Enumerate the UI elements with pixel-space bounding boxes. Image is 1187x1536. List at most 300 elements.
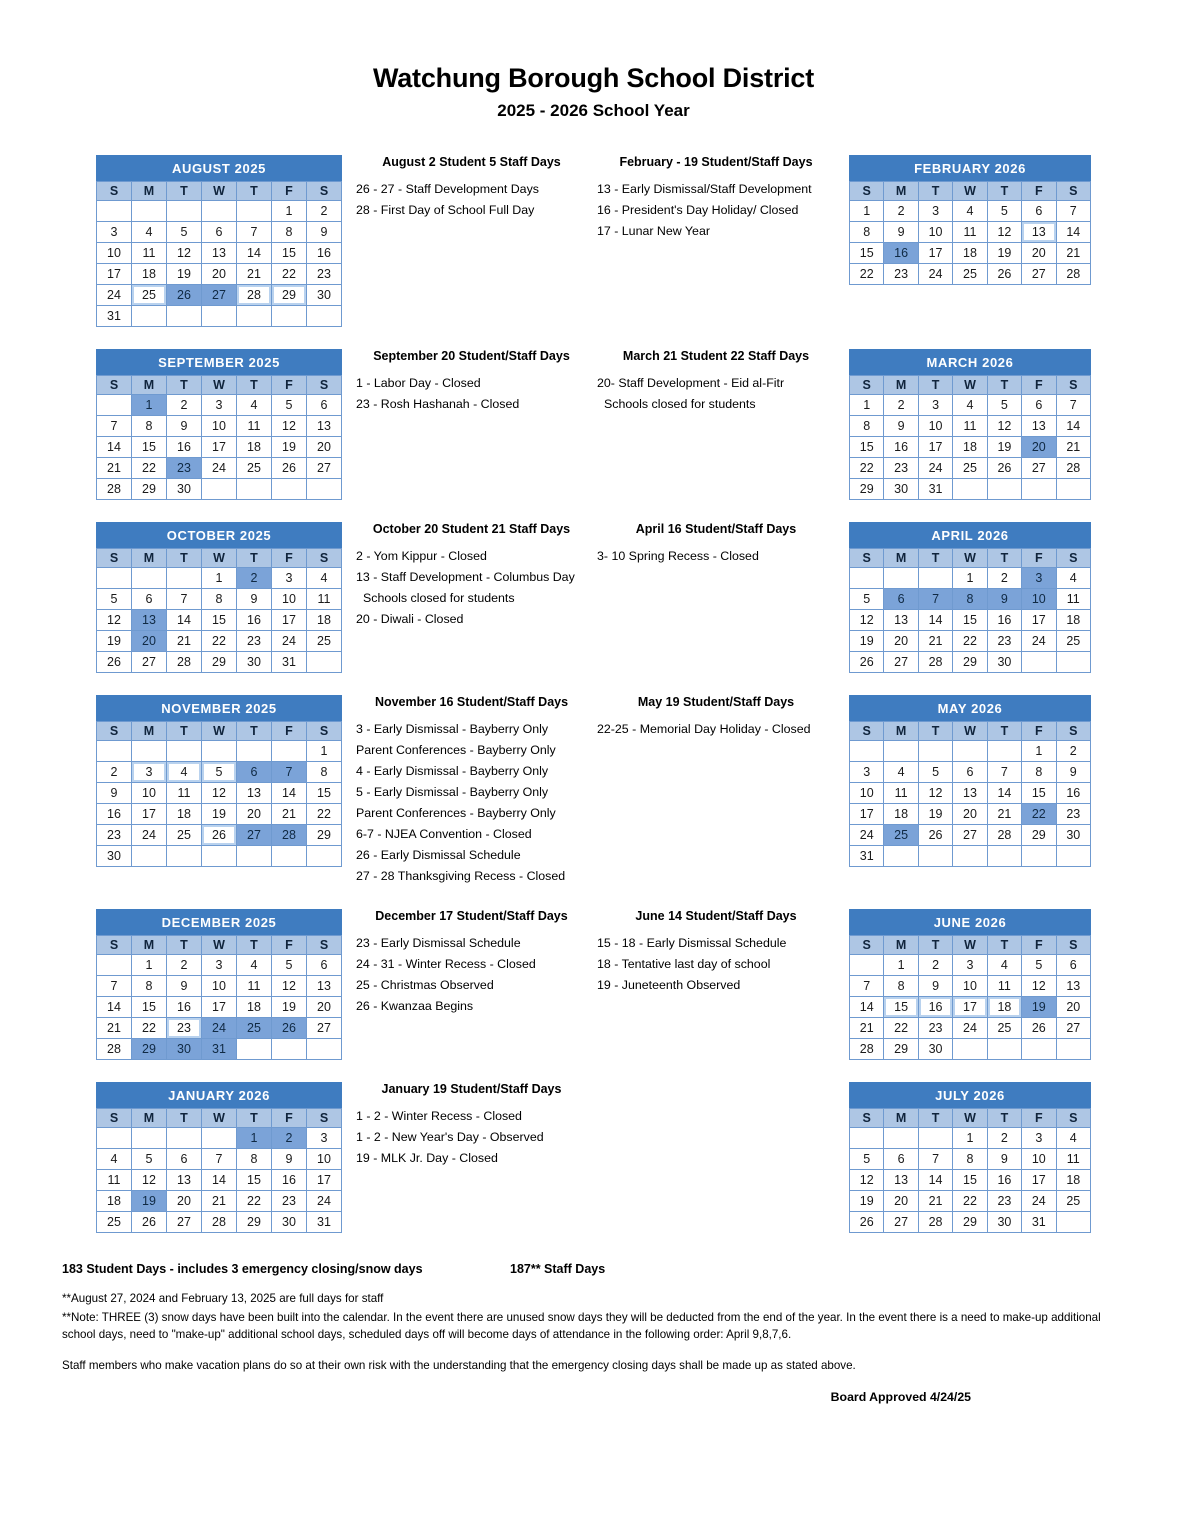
calendar-day-empty [850,567,884,588]
calendar-day-empty [132,845,167,866]
weekday-header-4: T [237,181,272,200]
calendar-day: 30 [918,1038,952,1059]
calendar-day: 29 [202,651,237,672]
calendar-day: 4 [237,394,272,415]
calendar-day: 27 [1056,1017,1090,1038]
calendar-week-row [850,1211,1091,1232]
calendar-week-row [850,1038,1091,1059]
calendar-day: 12 [272,975,307,996]
calendar-day: 27 [307,1017,342,1038]
notes-line: 26 - 27 - Staff Development Days [356,181,539,196]
calendar-day: 28 [987,824,1021,845]
calendar-day: 19 [987,436,1021,457]
calendar-day: 11 [1056,1148,1090,1169]
calendar-february-2026 [849,155,1091,285]
calendar-week-row [97,1169,342,1190]
calendar-day-empty [1056,651,1090,672]
weekday-header-3: W [202,1108,237,1127]
notes-january [342,1082,587,1169]
calendar-day: 11 [953,221,987,242]
calendar-day: 21 [237,263,272,284]
calendar-day: 22 [850,263,884,284]
calendar-day-empty [272,305,307,326]
calendar-day: 20 [953,803,987,824]
calendar-day: 21 [272,803,307,824]
weekday-header-4: T [237,1108,272,1127]
calendar-band-3 [96,522,1097,673]
calendar-day-empty [132,740,167,761]
calendar-day: 10 [97,242,132,263]
calendar-day: 16 [307,242,342,263]
notes-line: 28 - First Day of School Full Day [356,202,535,217]
calendar-day-empty [1056,1211,1090,1232]
weekday-header-5: F [1022,375,1056,394]
calendar-day-empty [1022,845,1056,866]
calendar-day-empty [953,740,987,761]
weekday-header-0: S [850,548,884,567]
calendar-day: 18 [1056,1169,1090,1190]
weekday-header-6: S [307,375,342,394]
calendar-day-empty [132,1127,167,1148]
calendar-day: 24 [202,457,237,478]
calendar-day: 1 [953,567,987,588]
calendar-week-row [850,478,1091,499]
calendar-day: 25 [237,457,272,478]
calendar-day: 13 [1022,415,1056,436]
footnote-snow-days: **Note: THREE (3) snow days have been built into the calendar. In the event there are unused snow days they will be deducted from the end of the year. In the event there is a need to make-up additional school days, need to "make-up" additional school days, scheduled days off will become days of attendance in the following order: April 9,8,7,6. [62,1311,1101,1341]
weekday-header-row [97,375,342,394]
calendar-day-highlighted: 2 [272,1127,307,1148]
calendar-table [96,695,342,867]
calendar-day-outlined: 5 [202,761,237,782]
calendar-day: 14 [237,242,272,263]
calendar-day: 6 [202,221,237,242]
calendar-day: 11 [953,415,987,436]
weekday-header-3: W [953,935,987,954]
calendar-day: 20 [884,630,918,651]
weekday-header-4: T [237,721,272,740]
calendar-day-empty [987,845,1021,866]
calendar-day: 18 [307,609,342,630]
calendar-day-empty [237,305,272,326]
calendar-day-highlighted: 1 [237,1127,272,1148]
calendar-day-empty [918,1127,952,1148]
weekday-header-5: F [272,548,307,567]
calendar-day-empty [202,200,237,221]
calendar-day-empty [307,305,342,326]
calendar-day: 23 [884,457,918,478]
calendar-day: 16 [884,436,918,457]
notes-line: 5 - Early Dismissal - Bayberry Only [356,784,549,799]
calendar-day-highlighted: 20 [132,630,167,651]
notes-heading: August 2 Student 5 Staff Days [382,154,561,169]
calendar-day: 28 [97,1038,132,1059]
calendar-week-row [97,740,342,761]
calendar-day: 3 [850,761,884,782]
calendar-day: 13 [307,975,342,996]
calendar-day: 1 [272,200,307,221]
calendar-day-highlighted: 1 [132,394,167,415]
calendar-day: 24 [272,630,307,651]
calendar-day: 21 [1056,242,1090,263]
calendar-day: 28 [918,1211,952,1232]
weekday-header-6: S [1056,548,1090,567]
calendar-may-2026 [849,695,1091,867]
calendar-day-outlined: 23 [167,1017,202,1038]
calendar-day: 10 [132,782,167,803]
calendar-day: 15 [307,782,342,803]
weekday-header-2: T [167,935,202,954]
weekday-header-1: M [132,548,167,567]
calendar-day-empty [918,567,952,588]
calendar-week-row [97,415,342,436]
calendar-day: 6 [953,761,987,782]
calendar-day-empty [918,740,952,761]
calendar-day: 4 [1056,1127,1090,1148]
calendar-day: 4 [953,394,987,415]
calendar-day: 30 [272,1211,307,1232]
calendar-day: 23 [237,630,272,651]
calendar-week-row [97,1127,342,1148]
calendar-day: 28 [850,1038,884,1059]
calendar-day-empty [132,305,167,326]
weekday-header-4: T [237,935,272,954]
calendar-week-row [850,1190,1091,1211]
calendar-day: 31 [307,1211,342,1232]
notes-line: 3- 10 Spring Recess - Closed [597,548,759,563]
notes-line: 1 - 2 - Winter Recess - Closed [356,1108,522,1123]
calendar-day: 17 [1022,1169,1056,1190]
calendar-band-4 [96,695,1097,887]
calendar-day: 11 [1056,588,1090,609]
weekday-header-row [850,721,1091,740]
weekday-header-1: M [132,1108,167,1127]
calendar-october-2025 [96,522,342,673]
calendar-week-row [97,1148,342,1169]
calendar-day: 12 [97,609,132,630]
calendar-day: 14 [272,782,307,803]
calendar-day: 21 [850,1017,884,1038]
calendar-day: 9 [167,415,202,436]
calendar-day: 3 [918,394,952,415]
weekday-header-6: S [307,935,342,954]
calendar-day: 17 [202,436,237,457]
calendar-day: 8 [132,975,167,996]
notes-line: 3 - Early Dismissal - Bayberry Only [356,721,549,736]
calendar-august-2025 [96,155,342,327]
notes-heading: December 17 Student/Staff Days [375,908,568,923]
notes-december [342,909,587,1017]
calendar-day: 9 [1056,761,1090,782]
calendar-day-empty [237,845,272,866]
calendar-day: 30 [307,284,342,305]
calendar-day: 31 [918,478,952,499]
calendar-day-empty [97,394,132,415]
weekday-header-3: W [202,548,237,567]
calendar-day-highlighted: 20 [1022,436,1056,457]
calendar-day: 10 [272,588,307,609]
calendar-day: 25 [97,1211,132,1232]
calendar-day: 19 [272,436,307,457]
calendar-day: 19 [850,1190,884,1211]
calendar-day-highlighted: 8 [953,588,987,609]
staff-days-count: 187** Staff Days [510,1262,606,1276]
calendar-november-2025 [96,695,342,867]
calendar-day-empty [167,740,202,761]
calendar-day-empty [237,200,272,221]
calendar-day: 2 [987,567,1021,588]
calendar-table [96,349,342,500]
calendar-day: 15 [850,436,884,457]
calendar-week-row [97,824,342,845]
weekday-header-5: F [1022,1108,1056,1127]
calendar-day: 1 [953,1127,987,1148]
calendar-day: 26 [1022,1017,1056,1038]
calendar-day-highlighted: 31 [202,1038,237,1059]
calendar-sheet [0,155,1187,1233]
calendar-day: 21 [987,803,1021,824]
calendar-day: 31 [272,651,307,672]
calendar-day: 30 [1056,824,1090,845]
calendar-day: 1 [884,954,918,975]
notes-march [587,349,835,415]
calendar-day: 29 [953,651,987,672]
calendar-day: 19 [987,242,1021,263]
calendar-april-2026 [849,522,1091,673]
weekday-header-0: S [97,721,132,740]
calendar-day-highlighted: 7 [272,761,307,782]
page-subtitle: 2025 - 2026 School Year [497,100,690,120]
weekday-header-row [850,548,1091,567]
weekday-header-2: T [167,375,202,394]
weekday-header-1: M [884,935,918,954]
notes-line: 1 - 2 - New Year's Day - Observed [356,1129,544,1144]
calendar-month-title: FEBRUARY 2026 [849,155,1091,181]
notes-april [587,522,835,567]
calendar-day: 16 [237,609,272,630]
calendar-week-row [97,630,342,651]
footnote-full-days: **August 27, 2024 and February 13, 2025 are full days for staff [62,1292,384,1305]
weekday-header-row [97,548,342,567]
calendar-day: 26 [132,1211,167,1232]
calendar-day: 18 [97,1190,132,1211]
weekday-header-6: S [1056,375,1090,394]
calendar-day: 17 [307,1169,342,1190]
calendar-day: 20 [167,1190,202,1211]
notes-june [587,909,835,996]
calendar-week-row [97,436,342,457]
page-header [0,0,1187,121]
page-title: Watchung Borough School District [372,63,815,93]
calendar-day: 16 [167,996,202,1017]
calendar-day: 26 [97,651,132,672]
notes-line: Parent Conferences - Bayberry Only [356,805,556,820]
notes-heading: November 16 Student/Staff Days [374,694,569,709]
calendar-day-empty [953,478,987,499]
calendar-day: 24 [97,284,132,305]
calendar-day: 24 [953,1017,987,1038]
calendar-day: 18 [953,242,987,263]
calendar-week-row [850,824,1091,845]
calendar-day-empty [307,845,342,866]
calendar-day: 7 [97,975,132,996]
notes-line: 17 - Lunar New Year [597,223,710,238]
weekday-header-5: F [272,935,307,954]
calendar-day: 19 [167,263,202,284]
calendar-day-outlined: 13 [1022,221,1056,242]
weekday-header-6: S [307,181,342,200]
calendar-week-row [850,740,1091,761]
calendar-day: 14 [167,609,202,630]
calendar-day-outlined: 26 [202,824,237,845]
calendar-day-empty [850,740,884,761]
calendar-day: 5 [167,221,202,242]
weekday-header-4: T [237,375,272,394]
calendar-day: 19 [97,630,132,651]
calendar-day: 8 [132,415,167,436]
calendar-day: 28 [97,478,132,499]
calendar-day-empty [202,1127,237,1148]
calendar-table [849,695,1091,867]
calendar-day: 4 [1056,567,1090,588]
calendar-day: 13 [884,609,918,630]
calendar-day: 26 [272,457,307,478]
calendar-day: 5 [850,588,884,609]
calendar-day: 12 [918,782,952,803]
weekday-header-row [97,721,342,740]
calendar-day: 27 [1022,263,1056,284]
calendar-day: 21 [97,457,132,478]
weekday-header-3: W [953,1108,987,1127]
calendar-day-empty [918,845,952,866]
weekday-header-5: F [1022,548,1056,567]
calendar-day-empty [167,845,202,866]
calendar-day: 27 [884,1211,918,1232]
notes-heading: January 19 Student/Staff Days [381,1081,562,1096]
calendar-day-outlined: 25 [132,284,167,305]
calendar-day-empty [97,200,132,221]
weekday-header-4: T [987,375,1021,394]
calendar-week-row [97,242,342,263]
weekday-header-6: S [307,548,342,567]
calendar-day: 21 [918,1190,952,1211]
calendar-day: 25 [953,263,987,284]
calendar-day: 22 [132,457,167,478]
calendar-week-row [97,1190,342,1211]
calendar-day: 9 [272,1148,307,1169]
calendar-day-highlighted: 3 [1022,567,1056,588]
notes-line: Schools closed for students [604,396,756,411]
calendar-december-2025 [96,909,342,1060]
weekday-header-2: T [918,721,952,740]
calendar-month-title: AUGUST 2025 [96,155,342,181]
weekday-header-3: W [202,181,237,200]
calendar-week-row [97,284,342,305]
calendar-day: 5 [132,1148,167,1169]
calendar-day: 1 [202,567,237,588]
calendar-day: 12 [850,1169,884,1190]
weekday-header-2: T [918,375,952,394]
calendar-day: 17 [850,803,884,824]
calendar-week-row [850,996,1091,1017]
calendar-day: 6 [307,394,342,415]
calendar-day: 11 [307,588,342,609]
calendar-day-highlighted: 29 [132,1038,167,1059]
calendar-week-row [850,630,1091,651]
calendar-january-2026 [96,1082,342,1233]
calendar-day-empty [953,1038,987,1059]
calendar-day: 25 [1056,1190,1090,1211]
weekday-header-row [850,935,1091,954]
calendar-table [849,155,1091,285]
weekday-header-3: W [953,375,987,394]
notes-line: 20 - Diwali - Closed [356,611,464,626]
calendar-day-empty [1022,1038,1056,1059]
calendar-day-highlighted: 2 [237,567,272,588]
calendar-day: 3 [307,1127,342,1148]
calendar-day-outlined: 18 [987,996,1021,1017]
calendar-week-row [850,457,1091,478]
calendar-month-title: JUNE 2026 [849,909,1091,935]
calendar-day: 16 [1056,782,1090,803]
calendar-day: 5 [272,954,307,975]
calendar-week-row [850,845,1091,866]
calendar-day: 6 [307,954,342,975]
calendar-day: 28 [167,651,202,672]
calendar-day: 30 [97,845,132,866]
calendar-day: 28 [1056,263,1090,284]
calendar-day-highlighted: 23 [167,457,202,478]
calendar-day-empty [884,845,918,866]
calendar-week-row [850,567,1091,588]
calendar-week-row [97,1017,342,1038]
calendar-day-empty [237,1038,272,1059]
calendar-day: 5 [1022,954,1056,975]
calendar-day: 11 [237,415,272,436]
calendar-week-row [97,845,342,866]
weekday-header-1: M [132,181,167,200]
calendar-day-empty [167,200,202,221]
calendar-day-empty [97,1127,132,1148]
calendar-month-title: JANUARY 2026 [96,1082,342,1108]
calendar-day: 9 [987,1148,1021,1169]
calendar-day: 5 [987,394,1021,415]
calendar-day: 16 [97,803,132,824]
calendar-day: 26 [987,263,1021,284]
calendar-day-empty [237,740,272,761]
calendar-day: 3 [202,954,237,975]
calendar-day: 18 [884,803,918,824]
calendar-day-outlined: 17 [953,996,987,1017]
calendar-day: 27 [307,457,342,478]
calendar-month-title: DECEMBER 2025 [96,909,342,935]
weekday-header-3: W [202,721,237,740]
notes-heading: April 16 Student/Staff Days [635,521,797,536]
notes-may [587,695,835,740]
calendar-day: 15 [1022,782,1056,803]
calendar-day-highlighted: 25 [884,824,918,845]
calendar-day-empty [987,478,1021,499]
calendar-day: 3 [272,567,307,588]
notes-heading: June 14 Student/Staff Days [635,908,797,923]
calendar-day: 2 [97,761,132,782]
calendar-day: 3 [202,394,237,415]
calendar-day: 23 [987,1190,1021,1211]
calendar-day: 11 [167,782,202,803]
calendar-day-highlighted: 6 [237,761,272,782]
calendar-day: 20 [237,803,272,824]
calendar-day: 27 [884,651,918,672]
